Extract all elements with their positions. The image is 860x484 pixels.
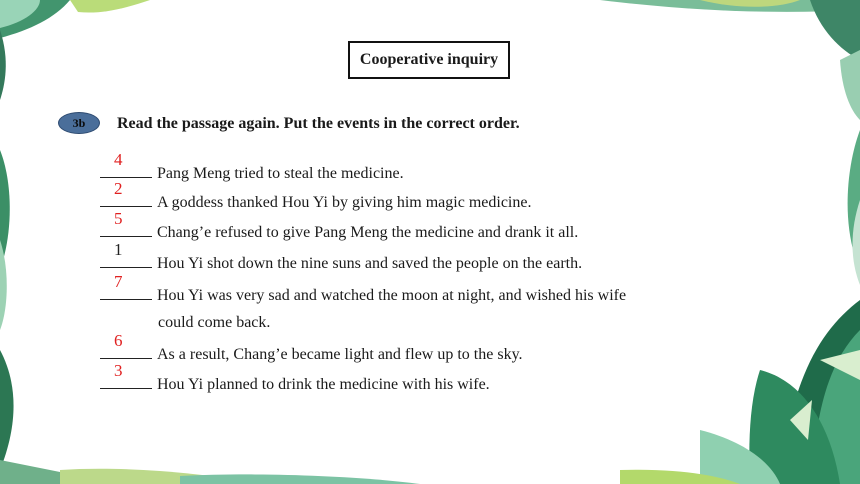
list-item [100, 272, 627, 305]
list-item [100, 150, 404, 183]
answer-value: 7 [114, 272, 123, 291]
answer-blank[interactable] [100, 209, 152, 237]
event-text: Hou Yi was very sad and watched the moon at night, and wished his wife [157, 287, 627, 304]
event-text: Hou Yi planned to drink the medicine with his wife. [157, 376, 490, 393]
answer-blank[interactable] [100, 179, 152, 207]
answer-blank[interactable] [100, 150, 152, 178]
leaf-top-right [600, 0, 860, 120]
event-text-continuation: could come back. [158, 314, 271, 331]
answer-value: 2 [114, 179, 123, 198]
list-item [100, 331, 523, 364]
answer-value: 1 [114, 240, 123, 259]
instruction-text: Read the passage again. Put the events in the correct order. [117, 115, 520, 132]
answer-blank[interactable] [100, 240, 152, 268]
leaf-left-edge [0, 150, 14, 470]
exercise-badge: 3b [58, 112, 100, 134]
leaf-bottom-right [620, 300, 860, 484]
event-text: Pang Meng tried to steal the medicine. [157, 165, 404, 182]
list-item [100, 179, 532, 212]
leaf-top-left [0, 0, 150, 100]
section-title: Cooperative inquiry [348, 41, 510, 79]
answer-blank[interactable] [100, 331, 152, 359]
event-text: A goddess thanked Hou Yi by giving him magic medicine. [157, 194, 532, 211]
answer-blank[interactable] [100, 361, 152, 389]
answer-value: 4 [114, 150, 123, 169]
leaf-bottom-left [0, 460, 420, 484]
list-item [100, 209, 579, 242]
event-text: Chang’e refused to give Pang Meng the medicine and drank it all. [157, 224, 579, 241]
list-item [100, 361, 490, 394]
event-text: As a result, Chang’e became light and flew up to the sky. [157, 346, 523, 363]
answer-value: 6 [114, 331, 123, 350]
answer-value: 5 [114, 209, 123, 228]
answer-blank[interactable] [100, 272, 152, 300]
leaf-right-edge [848, 130, 860, 285]
event-text: Hou Yi shot down the nine suns and saved the people on the earth. [157, 255, 583, 272]
answer-value: 3 [114, 361, 123, 380]
list-item [100, 240, 583, 273]
